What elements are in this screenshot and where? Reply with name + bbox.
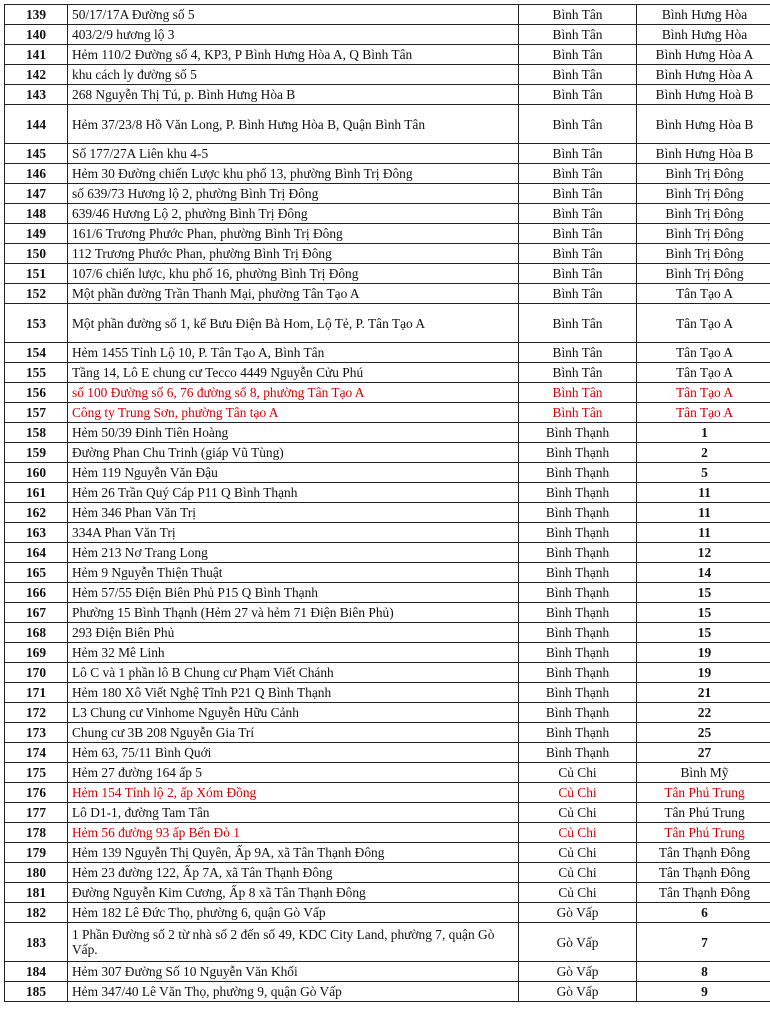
row-number-cell: 165 (5, 563, 68, 583)
row-number-cell: 179 (5, 843, 68, 863)
address-cell: Một phần đường Trần Thanh Mại, phường Tân Tạo A (68, 284, 519, 304)
district-cell: Bình Tân (519, 264, 637, 284)
district-cell: Bình Thạnh (519, 583, 637, 603)
table-row (5, 304, 770, 343)
district-cell: Bình Tân (519, 184, 637, 204)
ward-cell: 19 (637, 643, 770, 663)
address-cell: Hẻm 119 Nguyễn Văn Đậu (68, 463, 519, 483)
table-row (5, 623, 770, 643)
address-cell: 334A Phan Văn Trị (68, 523, 519, 543)
address-cell: 1 Phần Đường số 2 từ nhà số 2 đến số 49, KDC City Land, phường 7, quận Gò Vấp. (68, 923, 519, 962)
ward-cell: 7 (637, 923, 770, 962)
address-cell: Lô C và 1 phần lô B Chung cư Phạm Viết Chánh (68, 663, 519, 683)
district-cell: Bình Tân (519, 204, 637, 224)
address-cell: Hẻm 56 đường 93 ấp Bến Đò 1 (68, 823, 519, 843)
address-cell: 639/46 Hương Lộ 2, phường Bình Trị Đông (68, 204, 519, 224)
table-row (5, 45, 770, 65)
ward-cell: 22 (637, 703, 770, 723)
ward-cell: Bình Hưng Hòa (637, 25, 770, 45)
row-number-cell: 159 (5, 443, 68, 463)
ward-cell: Tân Thạnh Đông (637, 863, 770, 883)
ward-cell: Tân Thạnh Đông (637, 843, 770, 863)
table-row (5, 962, 770, 982)
table-row (5, 603, 770, 623)
row-number-cell: 164 (5, 543, 68, 563)
address-cell: Hẻm 307 Đường Số 10 Nguyễn Văn Khối (68, 962, 519, 982)
district-cell: Bình Tân (519, 244, 637, 264)
ward-cell: Tân Phú Trung (637, 783, 770, 803)
table-row (5, 144, 770, 164)
row-number-cell: 166 (5, 583, 68, 603)
table-row (5, 383, 770, 403)
row-number-cell: 174 (5, 743, 68, 763)
address-cell: 112 Trương Phước Phan, phường Bình Trị Đông (68, 244, 519, 264)
address-cell: 161/6 Trương Phước Phan, phường Bình Trị Đông (68, 224, 519, 244)
table-row (5, 184, 770, 204)
row-number-cell: 168 (5, 623, 68, 643)
address-cell: Hẻm 26 Trần Quý Cáp P11 Q Bình Thạnh (68, 483, 519, 503)
address-cell: Hẻm 57/55 Điện Biên Phủ P15 Q Bình Thạnh (68, 583, 519, 603)
row-number-cell: 149 (5, 224, 68, 244)
district-cell: Bình Thạnh (519, 743, 637, 763)
address-cell: 293 Điện Biên Phủ (68, 623, 519, 643)
district-cell: Bình Thạnh (519, 563, 637, 583)
ward-cell: 25 (637, 723, 770, 743)
district-cell: Bình Tân (519, 164, 637, 184)
district-cell: Gò Vấp (519, 982, 637, 1002)
row-number-cell: 178 (5, 823, 68, 843)
table-row (5, 284, 770, 304)
row-number-cell: 169 (5, 643, 68, 663)
row-number-cell: 142 (5, 65, 68, 85)
district-cell: Củ Chi (519, 783, 637, 803)
table-row (5, 703, 770, 723)
ward-cell: Bình Trị Đông (637, 244, 770, 264)
row-number-cell: 177 (5, 803, 68, 823)
row-number-cell: 170 (5, 663, 68, 683)
row-number-cell: 175 (5, 763, 68, 783)
table-row (5, 982, 770, 1002)
district-cell: Bình Thạnh (519, 703, 637, 723)
address-cell: Hẻm 346 Phan Văn Trị (68, 503, 519, 523)
ward-cell: 19 (637, 663, 770, 683)
address-cell: Số 177/27A Liên khu 4-5 (68, 144, 519, 164)
ward-cell: Bình Trị Đông (637, 204, 770, 224)
address-cell: Hẻm 27 đường 164 ấp 5 (68, 763, 519, 783)
district-cell: Bình Thạnh (519, 463, 637, 483)
ward-cell: Tân Tạo A (637, 383, 770, 403)
row-number-cell: 185 (5, 982, 68, 1002)
row-number-cell: 152 (5, 284, 68, 304)
district-cell: Bình Thạnh (519, 603, 637, 623)
district-cell: Bình Thạnh (519, 623, 637, 643)
district-cell: Bình Thạnh (519, 443, 637, 463)
table-row (5, 244, 770, 264)
row-number-cell: 158 (5, 423, 68, 443)
address-cell: 50/17/17A Đường số 5 (68, 5, 519, 25)
row-number-cell: 147 (5, 184, 68, 204)
ward-cell: 27 (637, 743, 770, 763)
table-row (5, 783, 770, 803)
ward-cell: Bình Trị Đông (637, 264, 770, 284)
district-cell: Bình Tân (519, 343, 637, 363)
district-cell: Bình Thạnh (519, 643, 637, 663)
address-cell: số 639/73 Hương lộ 2, phường Bình Trị Đông (68, 184, 519, 204)
address-table (4, 4, 770, 1002)
district-cell: Gò Vấp (519, 903, 637, 923)
district-cell: Bình Tân (519, 45, 637, 65)
ward-cell: 21 (637, 683, 770, 703)
ward-cell: 12 (637, 543, 770, 563)
ward-cell: 15 (637, 603, 770, 623)
row-number-cell: 144 (5, 105, 68, 144)
address-cell: Một phần đường số 1, kế Bưu Điện Bà Hom, Lộ Tẻ, P. Tân Tạo A (68, 304, 519, 343)
address-cell: 107/6 chiến lược, khu phố 16, phường Bình Trị Đông (68, 264, 519, 284)
row-number-cell: 163 (5, 523, 68, 543)
row-number-cell: 167 (5, 603, 68, 623)
ward-cell: Tân Tạo A (637, 363, 770, 383)
ward-cell: Bình Hưng Hòa A (637, 45, 770, 65)
district-cell: Bình Tân (519, 304, 637, 343)
ward-cell: Bình Trị Đông (637, 184, 770, 204)
address-cell: Hẻm 63, 75/11 Bình Quới (68, 743, 519, 763)
table-row (5, 523, 770, 543)
district-cell: Củ Chi (519, 883, 637, 903)
address-cell: Lô D1-1, đường Tam Tân (68, 803, 519, 823)
ward-cell: Bình Trị Đông (637, 224, 770, 244)
table-row (5, 483, 770, 503)
table-body (5, 5, 770, 1002)
table-row (5, 264, 770, 284)
table-row (5, 883, 770, 903)
address-cell: Hẻm 213 Nơ Trang Long (68, 543, 519, 563)
row-number-cell: 180 (5, 863, 68, 883)
table-row (5, 343, 770, 363)
ward-cell: Bình Mỹ (637, 763, 770, 783)
table-row (5, 363, 770, 383)
district-cell: Bình Thạnh (519, 503, 637, 523)
row-number-cell: 184 (5, 962, 68, 982)
row-number-cell: 155 (5, 363, 68, 383)
row-number-cell: 182 (5, 903, 68, 923)
address-cell: số 100 Đường số 6, 76 đường số 8, phường Tân Tạo A (68, 383, 519, 403)
row-number-cell: 148 (5, 204, 68, 224)
row-number-cell: 157 (5, 403, 68, 423)
address-cell: Hẻm 182 Lê Đức Thọ, phường 6, quận Gò Vấp (68, 903, 519, 923)
district-cell: Bình Thạnh (519, 723, 637, 743)
table-row (5, 224, 770, 244)
table-row (5, 563, 770, 583)
row-number-cell: 153 (5, 304, 68, 343)
row-number-cell: 150 (5, 244, 68, 264)
ward-cell: 14 (637, 563, 770, 583)
district-cell: Củ Chi (519, 863, 637, 883)
address-cell: Hẻm 9 Nguyễn Thiện Thuật (68, 563, 519, 583)
table-row (5, 863, 770, 883)
ward-cell: Tân Tạo A (637, 403, 770, 423)
address-cell: Hẻm 347/40 Lê Văn Thọ, phường 9, quận Gò Vấp (68, 982, 519, 1002)
ward-cell: 9 (637, 982, 770, 1002)
ward-cell: 2 (637, 443, 770, 463)
ward-cell: Bình Hưng Hòa (637, 5, 770, 25)
table-row (5, 643, 770, 663)
table-row (5, 5, 770, 25)
address-cell: L3 Chung cư Vinhome Nguyễn Hữu Cảnh (68, 703, 519, 723)
table-row (5, 663, 770, 683)
ward-cell: 15 (637, 583, 770, 603)
row-number-cell: 154 (5, 343, 68, 363)
address-cell: Đường Nguyễn Kim Cương, Ấp 8 xã Tân Thạnh Đông (68, 883, 519, 903)
address-cell: Phường 15 Bình Thạnh (Hẻm 27 và hẻm 71 Điện Biên Phủ) (68, 603, 519, 623)
address-cell: Hẻm 37/23/8 Hồ Văn Long, P. Bình Hưng Hòa B, Quận Bình Tân (68, 105, 519, 144)
ward-cell: Tân Phú Trung (637, 823, 770, 843)
address-cell: Hẻm 180 Xô Viết Nghệ Tĩnh P21 Q Bình Thạnh (68, 683, 519, 703)
address-cell: Đường Phan Chu Trinh (giáp Vũ Tùng) (68, 443, 519, 463)
district-cell: Bình Tân (519, 65, 637, 85)
address-cell: Tầng 14, Lô E chung cư Tecco 4449 Nguyễn Cửu Phú (68, 363, 519, 383)
table-row (5, 443, 770, 463)
ward-cell: Tân Tạo A (637, 304, 770, 343)
district-cell: Bình Thạnh (519, 543, 637, 563)
district-cell: Bình Tân (519, 144, 637, 164)
table-row (5, 803, 770, 823)
row-number-cell: 162 (5, 503, 68, 523)
row-number-cell: 156 (5, 383, 68, 403)
address-cell: Chung cư 3B 208 Nguyễn Gia Trí (68, 723, 519, 743)
row-number-cell: 176 (5, 783, 68, 803)
table-row (5, 85, 770, 105)
table-row (5, 204, 770, 224)
ward-cell: Bình Hưng Hòa A (637, 65, 770, 85)
ward-cell: Tân Tạo A (637, 284, 770, 304)
ward-cell: 1 (637, 423, 770, 443)
row-number-cell: 140 (5, 25, 68, 45)
district-cell: Củ Chi (519, 843, 637, 863)
table-row (5, 923, 770, 962)
district-cell: Bình Thạnh (519, 523, 637, 543)
table-row (5, 903, 770, 923)
district-cell: Bình Thạnh (519, 483, 637, 503)
row-number-cell: 146 (5, 164, 68, 184)
district-cell: Củ Chi (519, 803, 637, 823)
address-cell: Hẻm 30 Đường chiến Lược khu phố 13, phường Bình Trị Đông (68, 164, 519, 184)
table-row (5, 823, 770, 843)
address-cell: Hẻm 154 Tỉnh lộ 2, ấp Xóm Đồng (68, 783, 519, 803)
table-row (5, 583, 770, 603)
table-row (5, 423, 770, 443)
district-cell: Bình Tân (519, 85, 637, 105)
address-cell: 403/2/9 hương lộ 3 (68, 25, 519, 45)
address-cell: Hẻm 110/2 Đường số 4, KP3, P Bình Hưng Hòa A, Q Bình Tân (68, 45, 519, 65)
district-cell: Bình Tân (519, 284, 637, 304)
address-cell: Hẻm 32 Mê Linh (68, 643, 519, 663)
district-cell: Bình Tân (519, 403, 637, 423)
district-cell: Bình Thạnh (519, 683, 637, 703)
row-number-cell: 183 (5, 923, 68, 962)
district-cell: Bình Thạnh (519, 663, 637, 683)
table-row (5, 763, 770, 783)
row-number-cell: 141 (5, 45, 68, 65)
district-cell: Bình Tân (519, 383, 637, 403)
row-number-cell: 139 (5, 5, 68, 25)
table-row (5, 403, 770, 423)
district-cell: Bình Thạnh (519, 423, 637, 443)
address-cell: Hẻm 23 đường 122, Ấp 7A, xã Tân Thạnh Đông (68, 863, 519, 883)
table-row (5, 164, 770, 184)
ward-cell: 11 (637, 483, 770, 503)
table-row (5, 543, 770, 563)
table-row (5, 743, 770, 763)
ward-cell: Bình Hưng Hòa B (637, 144, 770, 164)
row-number-cell: 151 (5, 264, 68, 284)
ward-cell: 11 (637, 503, 770, 523)
row-number-cell: 173 (5, 723, 68, 743)
row-number-cell: 145 (5, 144, 68, 164)
ward-cell: Tân Tạo A (637, 343, 770, 363)
table-row (5, 65, 770, 85)
district-cell: Bình Tân (519, 25, 637, 45)
district-cell: Bình Tân (519, 224, 637, 244)
address-cell: Hẻm 1455 Tỉnh Lộ 10, P. Tân Tạo A, Bình Tân (68, 343, 519, 363)
address-cell: 268 Nguyễn Thị Tú, p. Bình Hưng Hòa B (68, 85, 519, 105)
ward-cell: 15 (637, 623, 770, 643)
ward-cell: 11 (637, 523, 770, 543)
ward-cell: Tân Phú Trung (637, 803, 770, 823)
district-cell: Bình Tân (519, 105, 637, 144)
row-number-cell: 160 (5, 463, 68, 483)
row-number-cell: 171 (5, 683, 68, 703)
table-row (5, 463, 770, 483)
district-cell: Bình Tân (519, 5, 637, 25)
district-cell: Gò Vấp (519, 923, 637, 962)
table-row (5, 503, 770, 523)
address-cell: khu cách ly đường số 5 (68, 65, 519, 85)
row-number-cell: 161 (5, 483, 68, 503)
ward-cell: 5 (637, 463, 770, 483)
ward-cell: 6 (637, 903, 770, 923)
row-number-cell: 172 (5, 703, 68, 723)
address-cell: Công ty Trung Sơn, phường Tân tạo A (68, 403, 519, 423)
district-cell: Củ Chi (519, 763, 637, 783)
district-cell: Gò Vấp (519, 962, 637, 982)
table-row (5, 105, 770, 144)
district-cell: Củ Chi (519, 823, 637, 843)
ward-cell: Bình Hưng Hòa B (637, 105, 770, 144)
table-row (5, 843, 770, 863)
address-cell: Hẻm 139 Nguyễn Thị Quyên, Ấp 9A, xã Tân Thạnh Đông (68, 843, 519, 863)
table-row (5, 25, 770, 45)
ward-cell: Bình Trị Đông (637, 164, 770, 184)
ward-cell: Bình Hưng Hoà B (637, 85, 770, 105)
row-number-cell: 143 (5, 85, 68, 105)
ward-cell: Tân Thạnh Đông (637, 883, 770, 903)
ward-cell: 8 (637, 962, 770, 982)
address-cell: Hẻm 50/39 Đinh Tiên Hoàng (68, 423, 519, 443)
table-row (5, 723, 770, 743)
district-cell: Bình Tân (519, 363, 637, 383)
row-number-cell: 181 (5, 883, 68, 903)
table-row (5, 683, 770, 703)
